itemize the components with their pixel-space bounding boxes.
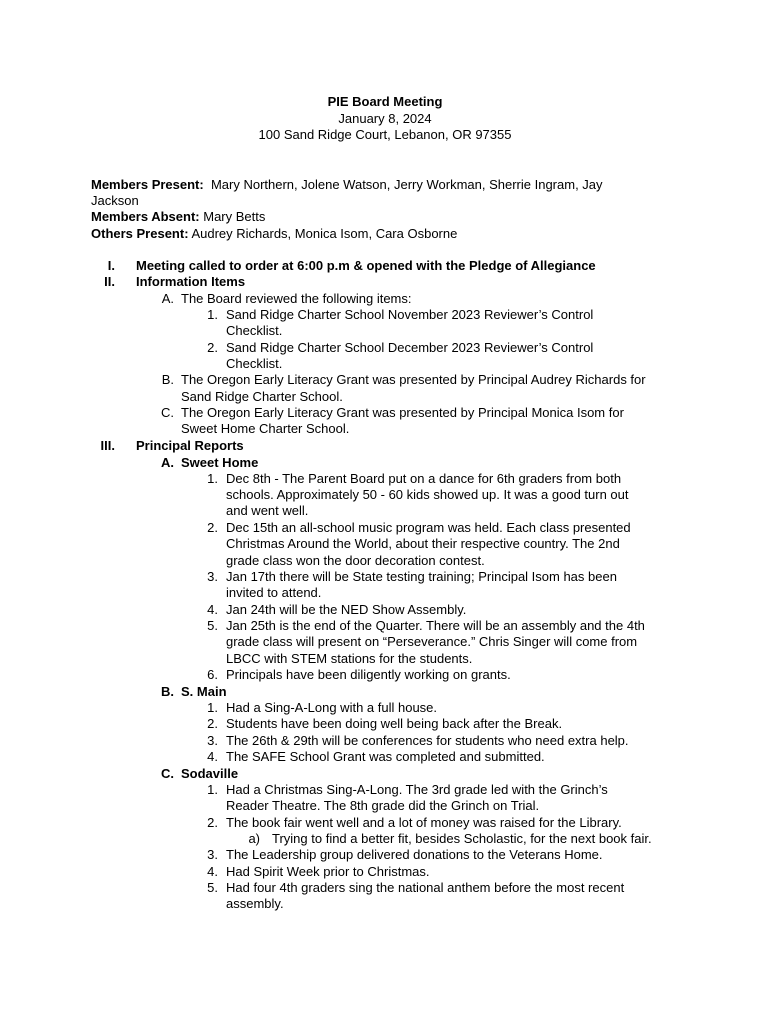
subitem-number: 2. [207, 716, 218, 731]
meeting-address: 100 Sand Ridge Court, Lebanon, OR 97355 [258, 127, 512, 142]
subsection-title: S. Main [181, 684, 227, 699]
item-letter: B. [161, 372, 174, 387]
members-absent: Members Absent: Mary Betts [91, 209, 266, 224]
subsubitem-letter: a) [248, 831, 260, 846]
subitem-text: Had four 4th graders sing the national anthem before the most recent [226, 880, 625, 895]
subitem-text: assembly. [226, 896, 284, 911]
subsection-title: Sweet Home [181, 455, 259, 470]
subitem-number: 5. [207, 880, 218, 895]
subitem-text: Had a Sing-A-Long with a full house. [226, 700, 438, 715]
subsection-title: Sodaville [181, 766, 239, 781]
item-text: The Oregon Early Literacy Grant was presented by Principal Audrey Richards for [181, 372, 646, 387]
subitem-number: 4. [207, 602, 218, 617]
subitem-text: The Leadership group delivered donations to the Veterans Home. [226, 847, 603, 862]
subitem-number: 2. [207, 520, 218, 535]
subitem-text: The book fair went well and a lot of money was raised for the Library. [226, 815, 622, 830]
members-present: Members Present: Mary Northern, Jolene Watson, Jerry Workman, Sherrie Ingram, Jay [91, 177, 603, 192]
subitem-text: Christmas Around the World, about their respective country. The 2nd [226, 536, 620, 551]
subitem-text: Checklist. [226, 356, 283, 371]
item-text: The Oregon Early Literacy Grant was presented by Principal Monica Isom for [181, 405, 624, 420]
subitem-text: Had Spirit Week prior to Christmas. [226, 864, 430, 879]
section-number: II. [104, 274, 115, 289]
subitem-text: Dec 15th an all-school music program was held. Each class presented [226, 520, 631, 535]
subitem-number: 2. [207, 340, 218, 355]
subitem-number: 1. [207, 307, 218, 322]
item-letter: C. [161, 766, 174, 781]
subitem-text: Reader Theatre. The 8th grade did the Grinch on Trial. [226, 798, 540, 813]
subitem-number: 4. [207, 864, 218, 879]
item-text: Sand Ridge Charter School. [181, 389, 343, 404]
subitem-text: schools. Approximately 50 - 60 kids showed up. It was a good turn out [226, 487, 629, 502]
subitem-text: Had a Christmas Sing-A-Long. The 3rd grade led with the Grinch’s [226, 782, 608, 797]
subitem-text: The 26th & 29th will be conferences for students who need extra help. [226, 733, 629, 748]
subitem-text: and went well. [226, 503, 309, 518]
subitem-number: 1. [207, 700, 218, 715]
item-text: Sweet Home Charter School. [181, 421, 350, 436]
subitem-text: Sand Ridge Charter School December 2023 Reviewer’s Control [226, 340, 594, 355]
subitem-number: 3. [207, 569, 218, 584]
subitem-number: 2. [207, 815, 218, 830]
section-title: Meeting called to order at 6:00 p.m & opened with the Pledge of Allegiance [136, 258, 596, 273]
subitem-text: The SAFE School Grant was completed and submitted. [226, 749, 545, 764]
subitem-text: Jan 17th there will be State testing training; Principal Isom has been [226, 569, 617, 584]
subitem-text: Dec 8th - The Parent Board put on a dance for 6th graders from both [226, 471, 622, 486]
subitem-number: 3. [207, 847, 218, 862]
item-letter: A. [161, 291, 174, 306]
subitem-text: Principals have been diligently working on grants. [226, 667, 511, 682]
subitem-text: Jan 24th will be the NED Show Assembly. [226, 602, 467, 617]
item-letter: B. [161, 684, 174, 699]
subitem-text: LBCC with STEM stations for the students. [226, 651, 473, 666]
subitem-text: grade class will present on “Perseverance.” Chris Singer will come from [226, 634, 638, 649]
members-present-cont: Jackson [91, 193, 139, 208]
subitem-text: Students have been doing well being back after the Break. [226, 716, 563, 731]
section-number: I. [107, 258, 115, 273]
subitem-text: Jan 25th is the end of the Quarter. There will be an assembly and the 4th [226, 618, 645, 633]
item-text: The Board reviewed the following items: [181, 291, 412, 306]
section-title: Principal Reports [136, 438, 244, 453]
subitem-number: 5. [207, 618, 218, 633]
subitem-number: 3. [207, 733, 218, 748]
document-title: PIE Board Meeting [327, 94, 443, 109]
section-number: III. [100, 438, 115, 453]
item-letter: C. [161, 405, 174, 420]
item-letter: A. [161, 455, 174, 470]
meeting-date: January 8, 2024 [338, 111, 432, 126]
subitem-text: invited to attend. [226, 585, 322, 600]
subitem-number: 6. [207, 667, 218, 682]
subitem-number: 4. [207, 749, 218, 764]
subitem-text: grade class won the door decoration contest. [226, 553, 485, 568]
section-title: Information Items [136, 274, 246, 289]
others-present: Others Present: Audrey Richards, Monica Isom, Cara Osborne [91, 226, 458, 241]
subitem-number: 1. [207, 471, 218, 486]
subitem-text: Sand Ridge Charter School November 2023 Reviewer’s Control [226, 307, 594, 322]
subitem-number: 1. [207, 782, 218, 797]
subitem-text: Checklist. [226, 323, 283, 338]
subsubitem-text: Trying to find a better fit, besides Scholastic, for the next book fair. [272, 831, 652, 846]
